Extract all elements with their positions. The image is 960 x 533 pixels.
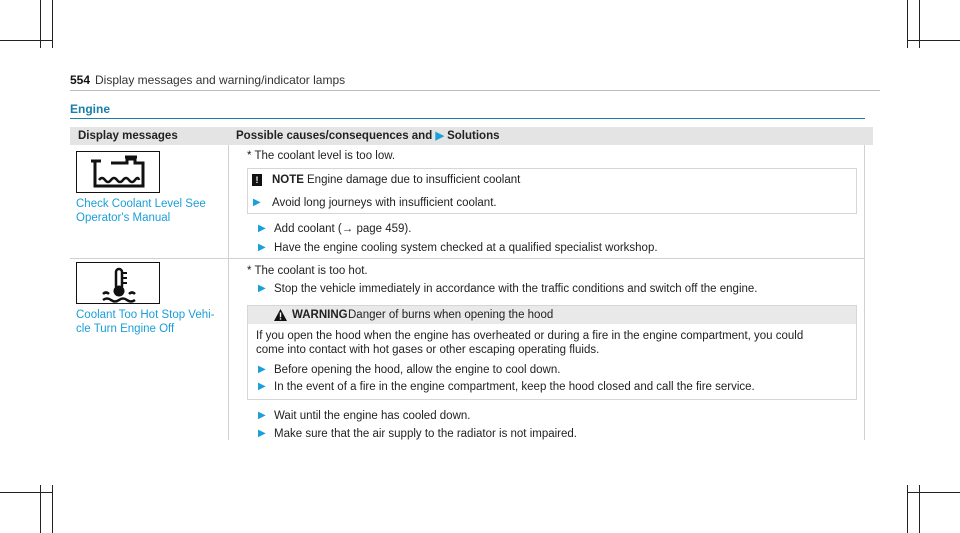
column-header-display-messages: Display messages <box>70 127 228 145</box>
page-number: 554 <box>70 73 91 87</box>
warning-label: WARNING <box>292 309 348 321</box>
action-text: Wait until the engine has cooled down. <box>274 410 471 422</box>
crop-mark <box>52 0 53 48</box>
warning-text: come into contact with hot gases or other escaping operating fluids. <box>256 344 600 356</box>
display-message-coolant-too-hot <box>76 308 216 336</box>
action-text: Have the engine cooling system checked at a qualified specialist workshop. <box>274 242 658 254</box>
column-header-solutions-text: Solutions <box>447 130 500 142</box>
warning-action: In the event of a fire in the engine compartment, keep the hood closed and call the fire service. <box>274 381 755 393</box>
exclamation-icon: ! <box>252 174 262 186</box>
note-action: Avoid long journeys with insufficient coolant. <box>272 197 497 209</box>
bullet-icon: ▶ <box>258 283 266 294</box>
crop-mark <box>0 492 52 493</box>
cause-text: * The coolant is too hot. <box>247 265 368 277</box>
warning-action: Before opening the hood, allow the engine to cool down. <box>274 364 561 376</box>
warning-triangle-icon <box>274 309 287 321</box>
cause-text: * The coolant level is too low. <box>247 150 396 162</box>
header-divider <box>70 90 880 91</box>
section-divider <box>70 118 865 119</box>
bullet-icon: ▶ <box>258 428 266 439</box>
crop-mark <box>52 485 53 533</box>
display-message-line: cle Turn Engine Off <box>76 323 175 335</box>
bullet-icon: ▶ <box>258 242 266 253</box>
column-header-causes-text: Possible causes/consequences and <box>236 130 433 142</box>
coolant-level-icon <box>76 151 160 193</box>
bullet-icon: ▶ <box>253 197 261 208</box>
warning-text: If you open the hood when the engine has overheated or during a fire in the engine compartment, you could <box>256 330 804 342</box>
action-text: Add coolant (→ page 459). <box>274 223 412 235</box>
coolant-temperature-icon <box>76 262 160 304</box>
crop-mark <box>907 492 960 493</box>
table-right-border <box>864 145 865 440</box>
note-text: Engine damage due to insufficient coolant <box>307 174 521 186</box>
action-text: Make sure that the air supply to the radiator is not impaired. <box>274 428 577 440</box>
crop-mark <box>907 40 960 41</box>
bullet-icon: ▶ <box>258 364 266 375</box>
display-message-check-coolant: Check Coolant Level See Operator's Manual <box>76 198 206 224</box>
page-header-title: Display messages and warning/indicator lamps <box>95 73 346 87</box>
warning-title: Danger of burns when opening the hood <box>348 309 554 321</box>
bullet-icon: ▶ <box>258 410 266 421</box>
bullet-icon: ▶ <box>258 381 266 392</box>
note-label: NOTE <box>272 174 304 186</box>
column-header-causes <box>228 127 873 145</box>
column-divider <box>228 145 229 440</box>
section-title: Engine <box>70 102 111 116</box>
arrow-icon: ▶ <box>435 130 444 142</box>
crop-mark <box>0 40 52 41</box>
display-message-line: Coolant Too Hot Stop Vehi- <box>76 309 215 321</box>
bullet-icon: ▶ <box>258 223 266 234</box>
row-divider <box>70 258 865 259</box>
action-text: Stop the vehicle immediately in accordance with the traffic conditions and switch off the engine. <box>274 283 758 295</box>
